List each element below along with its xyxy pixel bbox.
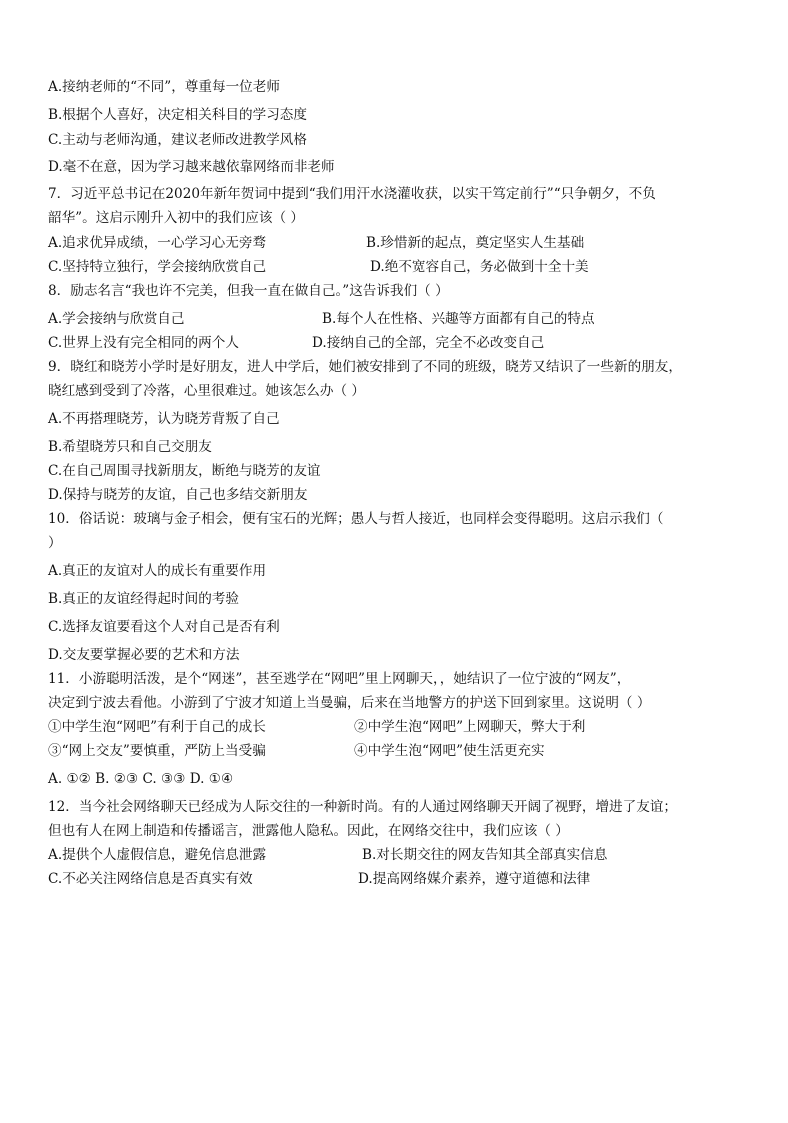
q7-option-c: C.坚持特立独行，学会接纳欣赏自己 (48, 259, 267, 275)
q11-statement-1: ①中学生泡“网吧”有利于自己的成长 (48, 719, 266, 735)
q7-stem-line1: 7．习近平总书记在2020年新年贺词中提到“我们用汗水浇灌收获，以实干笃定前行”“只争朝夕，不负 (48, 186, 656, 202)
q12-option-a: A.提供个人虚假信息，避免信息泄露 (48, 847, 267, 863)
q12-option-c: C.不必关注网络信息是否真实有效 (48, 871, 253, 887)
q12-stem-line1: 12．当今社会网络聊天已经成为人际交往的一种新时尚。有的人通过网络聊天开阔了视野，增进了友谊； (48, 799, 678, 815)
q12-stem-line2: 但也有人在网上制造和传播谣言，泄露他人隐私。因此，在网络交往中，我们应该（ ） (48, 823, 569, 839)
q11-options: A. ①② B. ②③ C. ③③ D. ①④ (48, 771, 234, 787)
q7-option-a: A.追求优异成绩，一心学习心无旁骛 (48, 235, 267, 251)
q8-option-a: A.学会接纳与欣赏自己 (48, 311, 185, 327)
q7-option-d: D.绝不宽容自己，务必做到十全十美 (370, 259, 589, 275)
q10-option-c: C.选择友谊要看这个人对自己是否有利 (48, 619, 280, 635)
q11-statement-3: ③“网上交友”要慎重，严防上当受骗 (48, 743, 266, 759)
q12-option-d: D.提高网络媒介素养，遵守道德和法律 (358, 871, 591, 887)
q9-stem-line2: 晓红感到受到了冷落，心里很难过。她该怎么办（ ） (48, 383, 365, 399)
q7-stem-line2: 韶华”。这启示刚升入初中的我们应该（ ） (48, 210, 304, 226)
q9-stem-line1: 9．晓红和晓芳小学时是好朋友，进人中学后，她们被安排到了不同的班级，晓芳又结识了一些新的朋友， (48, 359, 682, 375)
q6-option-c: C.主动与老师沟通，建议老师改进教学风格 (48, 132, 307, 148)
q11-statement-4: ④中学生泡“网吧”使生活更充实 (354, 743, 545, 759)
q9-option-c: C.在自己周围寻找新朋友，断绝与晓芳的友谊 (48, 463, 321, 479)
q11-statement-2: ②中学生泡“网吧”上网聊天，弊大于利 (354, 719, 586, 735)
q12-option-b: B.对长期交往的网友告知其全部真实信息 (362, 847, 608, 863)
q8-option-c: C.世界上没有完全相同的两个人 (48, 335, 239, 351)
q8-option-b: B.每个人在性格、兴趣等方面都有自己的特点 (322, 311, 595, 327)
q10-option-b: B.真正的友谊经得起时间的考验 (48, 591, 240, 607)
q9-option-d: D.保持与晓芳的友谊，自己也多结交新朋友 (48, 487, 308, 503)
q7-option-b: B.珍惜新的起点，奠定坚实人生基础 (366, 235, 585, 251)
q6-option-d: D.毫不在意，因为学习越来越依靠网络而非老师 (48, 159, 335, 175)
q8-option-d: D.接纳自己的全部，完全不必改变自己 (312, 335, 545, 351)
q9-option-b: B.希望晓芳只和自己交朋友 (48, 439, 212, 455)
q10-stem-line2: ） (48, 535, 62, 551)
q6-option-b: B.根据个人喜好，决定相关科目的学习态度 (48, 107, 307, 123)
q11-stem-line1: 11．小游聪明活泼，是个“网迷”，甚至逃学在“网吧”里上网聊天，，她结识了一位宁波的“网友”， (48, 671, 631, 687)
q11-stem-line2: 决定到宁波去看他。小游到了宁波才知道上当曼骗，后来在当地警方的护送下回到家里。这说明（ ） (48, 695, 651, 711)
q10-option-d: D.交友要掌握必要的艺术和方法 (48, 647, 240, 663)
q8-stem: 8．励志名言“我也许不完美，但我一直在做自己。”这告诉我们（ ） (48, 283, 449, 299)
q6-option-a: A.接纳老师的“不同”，尊重每一位老师 (48, 79, 280, 95)
q10-option-a: A.真正的友谊对人的成长有重要作用 (48, 563, 267, 579)
q9-option-a: A.不再搭理晓芳，认为晓芳背叛了自己 (48, 411, 280, 427)
q10-stem-line1: 10．俗话说：玻璃与金子相会，便有宝石的光辉；愚人与哲人接近，也同样会变得聪明。这启示我们（ (48, 511, 664, 527)
